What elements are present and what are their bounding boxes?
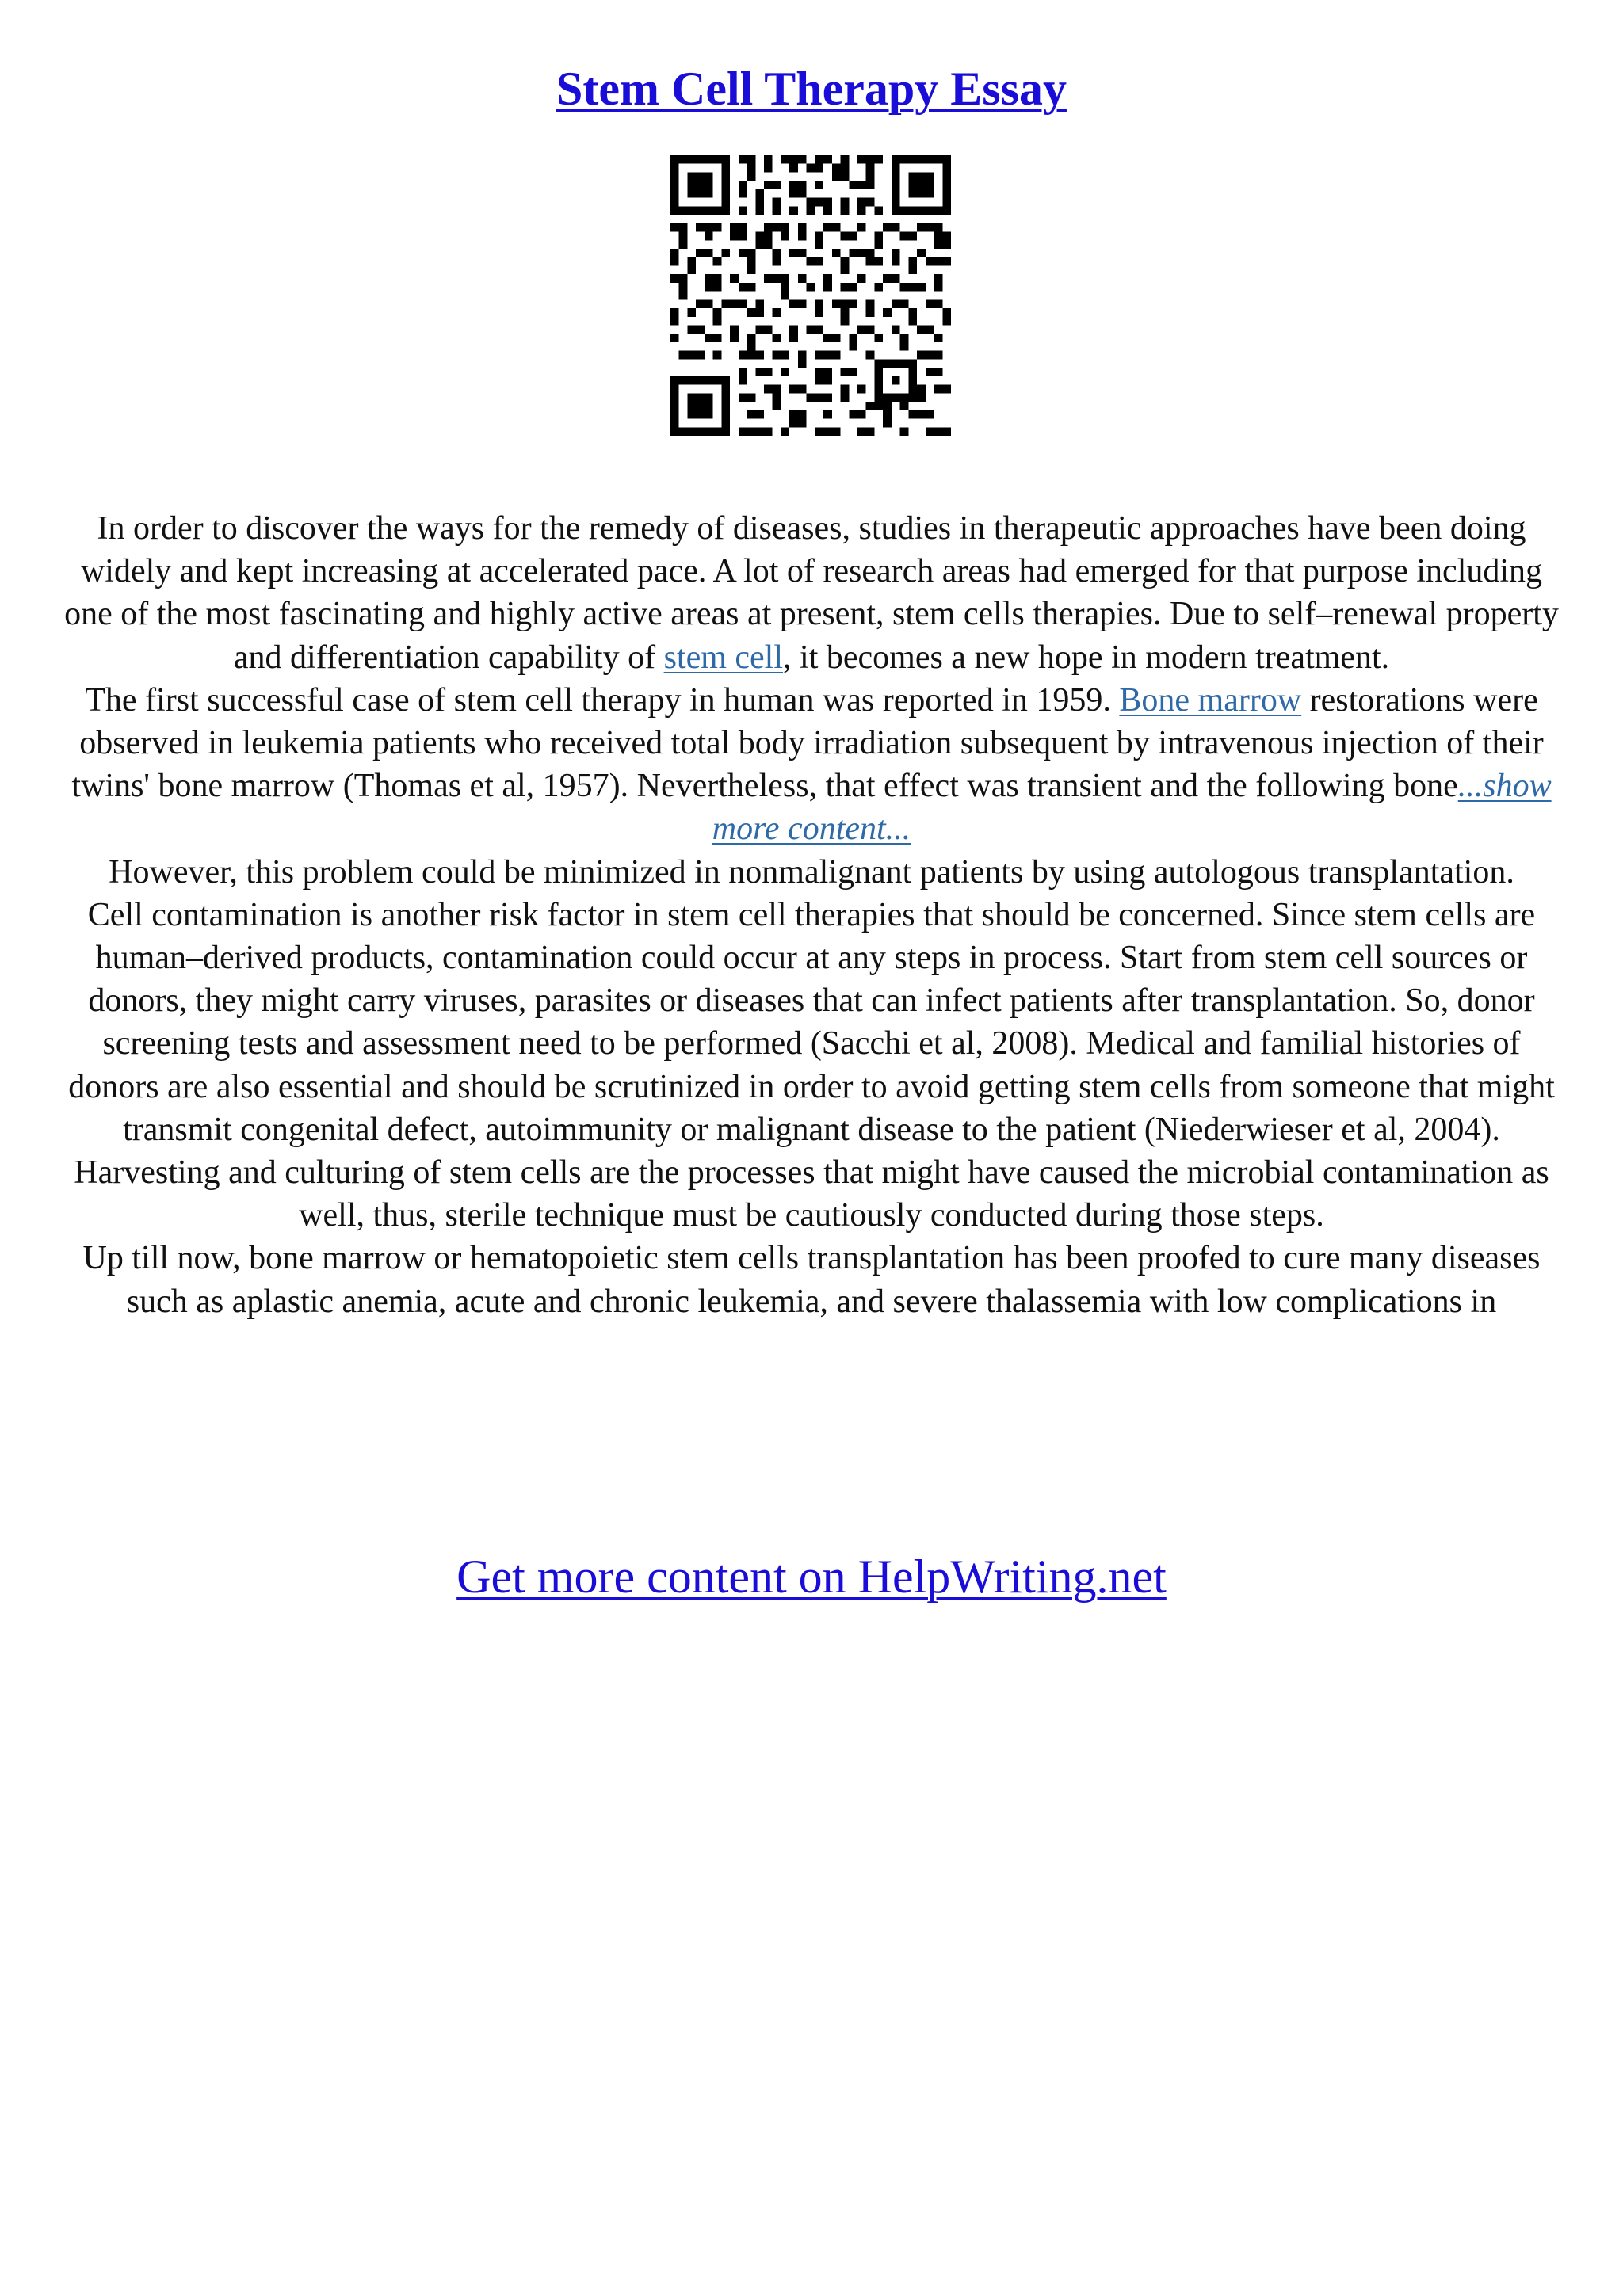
paragraph-text: The first successful case of stem cell therapy in human was reported in 1959.: [85, 681, 1120, 719]
paragraph-text: , it becomes a new hope in modern treatment.: [783, 639, 1390, 676]
title-link[interactable]: Stem Cell Therapy Essay: [556, 63, 1067, 115]
qr-code-image: [670, 155, 951, 436]
paragraph-transplantation: Up till now, bone marrow or hematopoietic stem cells transplantation has been proofed to cure many diseases such as aplastic anemia, acute and chronic leukemia, and severe thalassemia with low complications in: [82, 1240, 1541, 1320]
get-more-content-link[interactable]: Get more content on HelpWriting.net: [456, 1550, 1167, 1603]
show-more-link[interactable]: ...show more content...: [712, 768, 1552, 848]
paragraph-intro: [55, 507, 1568, 679]
essay-body: [55, 507, 1568, 1323]
stem-cell-link[interactable]: stem cell: [663, 639, 784, 676]
paragraph-text: In order to discover the ways for the remedy of diseases, studies in therapeutic approaches have been doing widely and kept increasing at accelerated pace. A lot of research areas had emerged for that purpose including one of the most fascinating and highly active areas at present, stem cells therapies. Due to self–renewal property and differentiation capability of: [64, 510, 1559, 676]
qr-code-icon: [670, 155, 951, 436]
paragraph-history: [55, 679, 1568, 851]
paragraph-text: restorations were observed in leukemia patients who received total body irradiation subsequent by intravenous injection of their twins' bone marrow (Thomas et al, 1957). Nevertheless, that effect was transient and the following bone: [71, 681, 1544, 805]
page-title: [0, 57, 1623, 120]
paragraph-autologous: However, this problem could be minimized in nonmalignant patients by using autologous transplantation.: [109, 853, 1514, 891]
footer: [0, 1545, 1623, 1608]
bone-marrow-link[interactable]: Bone marrow: [1119, 681, 1302, 719]
paragraph-contamination: Cell contamination is another risk factor in stem cell therapies that should be concerned. Since stem cells are human–derived products, contamination could occur at any steps in process. Start from stem cell sources or donors, they might carry viruses, parasites or diseases that can infect patients after transplantation. So, donor screening tests and assessment need to be performed (Sacchi et al, 2008). Medical and familial histories of donors are also essential and should be scrutinized in order to avoid getting stem cells from someone that might transmit congenital defect, autoimmunity or malignant disease to the patient (Niederwieser et al, 2004). Harvesting and culturing of stem cells are the processes that might have caused the microbial contamination as well, thus, sterile technique must be cautiously conducted during those steps.: [68, 896, 1555, 1234]
